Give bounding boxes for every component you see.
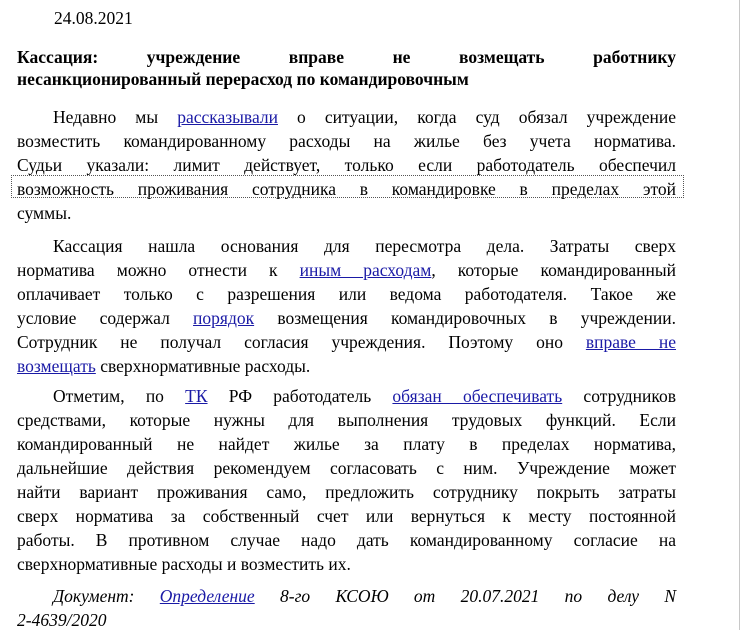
text-line: средствами, которые нужны для выполнения трудовых функций. Если bbox=[17, 410, 676, 430]
paragraph-1 bbox=[17, 105, 676, 225]
title-line: Кассация: учреждение вправе не возмещать работнику bbox=[17, 47, 676, 67]
text-line: работы. В противном случае надо дать командированному согласие на bbox=[17, 530, 676, 550]
text-span: Документ: bbox=[53, 586, 160, 606]
text-span: РФ работодатель bbox=[207, 386, 393, 406]
link-vprave-ne-vozmeshchat[interactable]: возмещать bbox=[17, 356, 96, 376]
text-span: норматива можно отнести к bbox=[17, 260, 300, 280]
text-line bbox=[17, 306, 676, 330]
link-vprave-ne-vozmeshchat[interactable]: вправе не bbox=[585, 332, 677, 352]
text-line: найти вариант проживания само, предложить сотруднику покрыть затраты bbox=[17, 482, 676, 502]
text-line: возможность проживания сотрудника в командировке в пределах этой bbox=[17, 179, 676, 199]
text-line bbox=[17, 384, 676, 408]
text-span: , которые командированный bbox=[431, 260, 676, 280]
text-line: возместить командированному расходы на жилье без учета норматива. bbox=[17, 131, 676, 151]
title-line: несанкционированный перерасход по командировочным bbox=[17, 69, 469, 89]
text-line: Кассация нашла основания для пересмотра дела. Затраты сверх bbox=[53, 236, 676, 256]
text-line: суммы. bbox=[17, 203, 72, 223]
text-span: о ситуации, когда суд обязал учреждение bbox=[277, 107, 676, 127]
document-date: 24.08.2021 bbox=[54, 8, 133, 28]
text-span: сверхнормативные расходы. bbox=[95, 356, 311, 376]
text-line: дальнейшие действия рекомендуем согласовать с ним. Учреждение может bbox=[17, 458, 676, 478]
text-line: оплачивает только с разрешения или ведома работодателя. Такое же bbox=[17, 284, 676, 304]
text-line bbox=[17, 354, 676, 378]
link-opredelenie[interactable]: Определение bbox=[159, 586, 255, 606]
text-line bbox=[17, 330, 676, 354]
text-line: командированный не найдет жилье за плату в пределах норматива, bbox=[17, 434, 676, 454]
text-line bbox=[17, 258, 676, 282]
text-line bbox=[17, 105, 676, 129]
text-span: Сотрудник не получал согласия учреждения. Поэтому оно bbox=[17, 332, 586, 352]
link-inye-raskhody[interactable]: иным расходам bbox=[299, 260, 432, 280]
source-reference bbox=[17, 584, 676, 632]
text-line: сверх норматива за собственный счет или вернуться к месту постоянной bbox=[17, 506, 676, 526]
paragraph-2 bbox=[17, 234, 676, 378]
text-span: Недавно мы bbox=[53, 107, 178, 127]
text-line: сверхнормативные расходы и возместить их. bbox=[17, 554, 351, 574]
page-edge-divider bbox=[739, 0, 740, 630]
document-title bbox=[17, 46, 676, 90]
link-poryadok[interactable]: порядок bbox=[193, 308, 255, 328]
text-line: Судьи указали: лимит действует, только если работодатель обеспечил bbox=[17, 155, 676, 175]
text-span: возмещения командировочных в учреждении. bbox=[254, 308, 676, 328]
link-obyazan-obespechivat[interactable]: обязан обеспечивать bbox=[392, 386, 563, 406]
text-span: 8-го КСОЮ от 20.07.2021 по делу N bbox=[254, 586, 677, 606]
paragraph-3 bbox=[17, 384, 676, 576]
text-line bbox=[17, 584, 676, 608]
text-span: сотрудников bbox=[562, 386, 677, 406]
text-span: Отметим, по bbox=[53, 386, 186, 406]
text-span: условие содержал bbox=[17, 308, 194, 328]
text-line: 2-4639/2020 bbox=[17, 610, 107, 630]
link-tk[interactable]: ТК bbox=[185, 386, 208, 406]
link-rasskazyvali[interactable]: рассказывали bbox=[177, 107, 278, 127]
